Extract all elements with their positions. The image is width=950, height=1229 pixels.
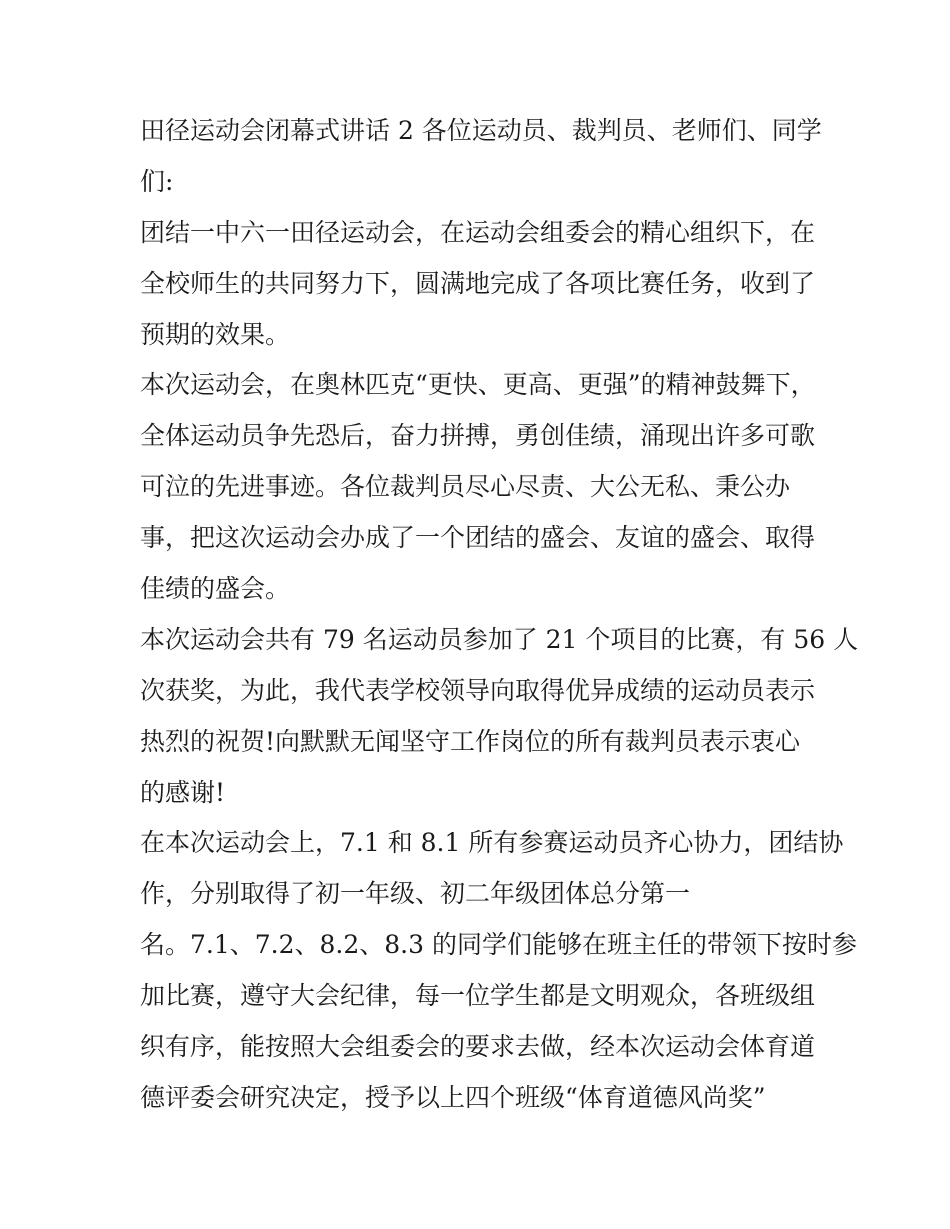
text-line-12: 次获奖，为此，我代表学校领导向取得优异成绩的运动员表示 bbox=[140, 675, 816, 705]
text-line-11: 本次运动会共有 79 名运动员参加了 21 个项目的比赛，有 56 人 bbox=[140, 624, 859, 654]
text-line-3: 团结一中六一田径运动会，在运动会组委会的精心组织下，在 bbox=[140, 217, 816, 247]
text-line-1: 田径运动会闭幕式讲话 2 各位运动员、裁判员、老师们、同学 bbox=[140, 116, 822, 145]
text-line-18: 加比赛，遵守大会纪律，每一位学生都是文明观众，各班级组 bbox=[140, 981, 816, 1011]
text-line-9: 事，把这次运动会办成了一个团结的盛会、友谊的盛会、取得 bbox=[140, 523, 816, 553]
text-line-20: 德评委会研究决定，授予以上四个班级“体育道德风尚奖” bbox=[140, 1082, 766, 1112]
document-body bbox=[140, 106, 859, 1124]
text-line-5: 预期的效果。 bbox=[140, 319, 291, 349]
text-line-6: 本次运动会，在奥林匹克“更快、更高、更强”的精神鼓舞下， bbox=[140, 370, 816, 400]
text-line-10: 佳绩的盛会。 bbox=[140, 574, 291, 604]
text-line-4: 全校师生的共同努力下，圆满地完成了各项比赛任务，收到了 bbox=[140, 268, 816, 298]
text-line-17: 名。7.1、7.2、8.2、8.3 的同学们能够在班主任的带领下按时参 bbox=[140, 930, 857, 960]
text-line-16: 作，分别取得了初一年级、初二年级团体总分第一 bbox=[140, 879, 691, 909]
text-line-8: 可泣的先进事迹。各位裁判员尽心尽责、大公无私、秉公办 bbox=[140, 472, 791, 502]
text-line-7: 全体运动员争先恐后，奋力拼搏，勇创佳绩，涌现出许多可歌 bbox=[140, 421, 816, 451]
text-line-2: 们: bbox=[140, 166, 174, 196]
text-line-15: 在本次运动会上，7.1 和 8.1 所有参赛运动员齐心协力，团结协 bbox=[140, 828, 844, 858]
text-line-14: 的感谢! bbox=[140, 777, 226, 807]
text-line-13: 热烈的祝贺!向默默无闻坚守工作岗位的所有裁判员表示衷心 bbox=[140, 726, 801, 756]
text-line-19: 织有序，能按照大会组委会的要求去做，经本次运动会体育道 bbox=[140, 1032, 816, 1062]
